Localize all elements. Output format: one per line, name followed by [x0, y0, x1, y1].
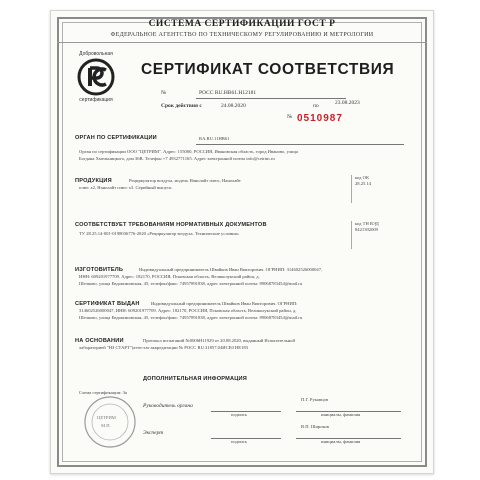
- agency-title: ФЕДЕРАЛЬНОЕ АГЕНТСТВО ПО ТЕХНИЧЕСКОМУ РЕГУЛИРОВАНИЮ И МЕТРОЛОГИИ: [110, 32, 374, 38]
- conformity-code-label: код ТН ВЭД: [355, 221, 379, 226]
- conformity-code-box: [351, 221, 379, 249]
- certificate-title: СЕРТИФИКАТ СООТВЕТСТВИЯ: [141, 61, 395, 78]
- organ-code: RA.RU.11HB61: [199, 136, 230, 141]
- stamp-text: ЦЕТРИМ: [97, 415, 116, 420]
- expert-sign-caption: подпись: [231, 439, 248, 444]
- system-title: СИСТЕМА СЕРТИФИКАЦИИ ГОСТ Р: [148, 19, 336, 29]
- organ-line2: Богдана Хмельницкого, дом 36В. Телефон +7 4932771165. Адрес электронной почты info@cetrim.ru: [79, 156, 275, 161]
- expert-name: В.П. Широков: [301, 424, 329, 429]
- manufacturer-line2: ИНН: 609201977709. Адрес: 182170, РОССИЯ, Псковская область, Великолукский район, д.: [79, 274, 260, 279]
- validity-label: Срок действия с: [161, 103, 202, 109]
- expert-initials-caption: инициалы, фамилия: [321, 439, 361, 444]
- product-code-box: [351, 175, 371, 203]
- product-line2: плюс х2, Нанолайт плюс х3. Серийный выпуск.: [79, 185, 173, 190]
- logo-bottom-text: сертификация: [79, 97, 113, 103]
- head-sign-caption: подпись: [231, 412, 248, 417]
- stamp-mp: М.П.: [101, 423, 111, 428]
- serial-number: 0510987: [297, 113, 343, 124]
- conformity-line1: ТУ 28.25.14-001-0198036776-2020 «Рециркулятор воздуха. Технические условия»: [79, 231, 240, 236]
- manufacturer-label: ИЗГОТОВИТЕЛЬ: [75, 267, 124, 273]
- reg-no-line: [196, 98, 346, 99]
- conformity-label: СООТВЕТСТВУЕТ ТРЕБОВАНИЯМ НОРМАТИВНЫХ ДОКУМЕНТОВ: [75, 222, 267, 228]
- organ-label: ОРГАН ПО СЕРТИФИКАЦИИ: [75, 135, 157, 141]
- organ-line1: Орган по сертификации ООО "ЦЕТРИМ". Адрес: 155000, РОССИЯ, Ивановская область, город Иваново, улица: [79, 149, 298, 154]
- logo-top-text: Добровольная: [79, 51, 113, 57]
- reg-no-value: РОСС RU.HB61.H12181: [199, 90, 257, 96]
- stamp: [83, 395, 137, 449]
- head-label: Руководитель органа: [143, 403, 193, 409]
- validity-to: 23.08.2023: [335, 100, 360, 106]
- organ-code-line: [196, 144, 404, 145]
- issued-line3: Шелково, улица Евдокимовская, 45, телефон/факс: 74957891838, адрес электронной почты: 89068783454@mail.ru: [79, 315, 303, 320]
- product-label: ПРОДУКЦИЯ: [75, 178, 112, 184]
- reg-no-label: №: [161, 90, 167, 96]
- certification-logo: [69, 51, 123, 103]
- product-code-label: код ОК: [355, 175, 370, 180]
- extra-line1: Схема сертификации: 3a: [79, 390, 127, 395]
- product-line1: Рециркулятор воздуха, модель Нанолайт плюс, Нанолайт: [129, 178, 241, 183]
- issued-label: СЕРТИФИКАТ ВЫДАН: [75, 301, 140, 307]
- expert-label: Эксперт: [143, 430, 164, 436]
- basis-label: НА ОСНОВАНИИ: [75, 338, 124, 344]
- header-divider: [57, 42, 427, 43]
- rst-mark-icon: [69, 57, 123, 97]
- head-initials-caption: инициалы, фамилия: [321, 412, 361, 417]
- issued-line2: 314602526000047, ИНН: 609201977709. Адрес: 182170, РОССИЯ, Псковская область, Великолукский район, д.: [79, 308, 297, 313]
- manufacturer-line1: Индивидуальный предприниматель Швайков Иван Викторович. ОГРНИП: 314602526000047,: [139, 267, 323, 272]
- manufacturer-line3: Шелково, улица Евдокимовская, 45, телефон/факс: 74957891838, адрес электронной почты: 89068783454@mail.ru: [79, 281, 303, 286]
- validity-to-label: по: [313, 103, 319, 109]
- basis-line1: Протокол испытаний №0006Н11929 от 20.08.2020, выданный Испытательной: [143, 338, 295, 343]
- extra-label: ДОПОЛНИТЕЛЬНАЯ ИНФОРМАЦИЯ: [143, 376, 247, 382]
- stamp-seal-icon: [83, 395, 137, 449]
- issued-line1: Индивидуальный предприниматель Швайков Иван Викторович. ОГРНИП:: [151, 301, 298, 306]
- head-name: П.Г. Рукавцов: [301, 397, 329, 402]
- validity-from: 24.08.2020: [221, 103, 246, 109]
- certificate-sheet: [50, 10, 434, 474]
- product-code-value: 28.25.14: [355, 181, 372, 187]
- conformity-code-value: 8421392009: [355, 227, 378, 233]
- basis-line2: лабораторией "НЗ СТАРТ"(аттестат аккредитации № РОСС RU.31857.04ИСЕ0 НЕ183: [79, 345, 248, 350]
- serial-label: №: [287, 114, 293, 120]
